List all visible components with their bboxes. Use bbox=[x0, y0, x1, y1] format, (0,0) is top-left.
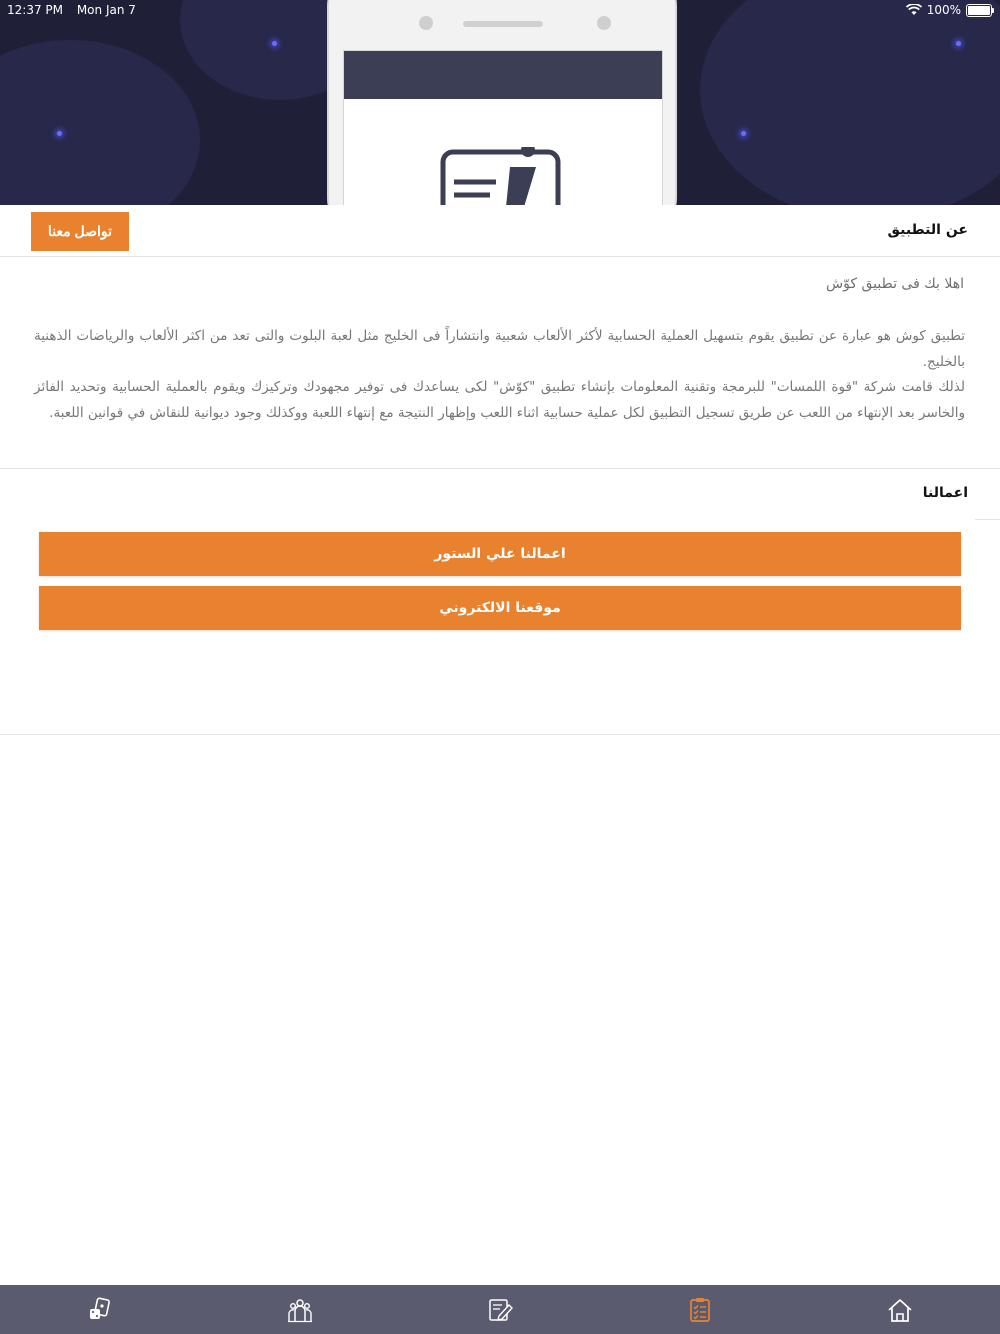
divider bbox=[0, 734, 1000, 735]
cards-dice-icon bbox=[87, 1297, 113, 1323]
tab-bar bbox=[0, 1285, 1000, 1334]
contact-us-button[interactable]: تواصل معنا bbox=[31, 212, 129, 251]
status-time: 12:37 PM bbox=[7, 3, 63, 17]
works-title: اعمالنا bbox=[922, 485, 968, 501]
divider bbox=[975, 519, 1000, 520]
store-works-button[interactable]: اعمالنا علي الستور bbox=[39, 532, 961, 576]
battery-icon bbox=[966, 4, 992, 17]
tab-about[interactable] bbox=[600, 1285, 800, 1334]
tab-scores[interactable] bbox=[400, 1285, 600, 1334]
checklist-icon bbox=[687, 1297, 713, 1323]
people-icon bbox=[287, 1297, 313, 1323]
status-date: Mon Jan 7 bbox=[76, 3, 136, 17]
tab-games[interactable] bbox=[0, 1285, 200, 1334]
tab-community[interactable] bbox=[200, 1285, 400, 1334]
home-icon bbox=[887, 1297, 913, 1323]
phone-illustration bbox=[327, 0, 677, 205]
tab-home[interactable] bbox=[800, 1285, 1000, 1334]
divider bbox=[0, 468, 1000, 469]
about-paragraph-1: تطبيق كوش هو عبارة عن تطبيق يقوم بتسهيل العملية الحسابية لأكثر الألعاب شعبية وانتشاراً فى الخليج مثل لعبة البلوت والتى تعد من اكثر الألعاب والرياضات الذهنية بالخليج. bbox=[34, 328, 965, 370]
wifi-icon bbox=[906, 4, 922, 16]
about-title: عن التطبيق bbox=[887, 222, 968, 238]
edit-document-icon bbox=[487, 1297, 513, 1323]
status-bar bbox=[0, 0, 1000, 20]
website-button[interactable]: موقعنا الالكتروني bbox=[39, 586, 961, 630]
welcome-text: اهلا بك فى تطبيق كوّش bbox=[826, 276, 964, 292]
hero-banner bbox=[0, 0, 1000, 205]
battery-percent: 100% bbox=[926, 3, 961, 17]
about-section-header bbox=[0, 206, 1000, 257]
about-paragraph-2: لذلك قامت شركة "قوة اللمسات" للبرمجة وتقنية المعلومات بإنشاء تطبيق "كوّش" لكى يساعدك فى توفير مجهودك وتركيزك ويقوم بالعملية الحسابية وتحديد الفائز والخاسر بعد الإنتهاء من اللعب عن طريق تسجيل التطبيق لكل عملية حسابية اثناء اللعب وإظهار النتيجة مع إنتهاء اللعبة ووكذلك وجود ديوانية للنقاش في قوانين اللعبة. bbox=[34, 379, 965, 421]
info-card-icon bbox=[440, 147, 566, 205]
about-description bbox=[34, 324, 965, 426]
